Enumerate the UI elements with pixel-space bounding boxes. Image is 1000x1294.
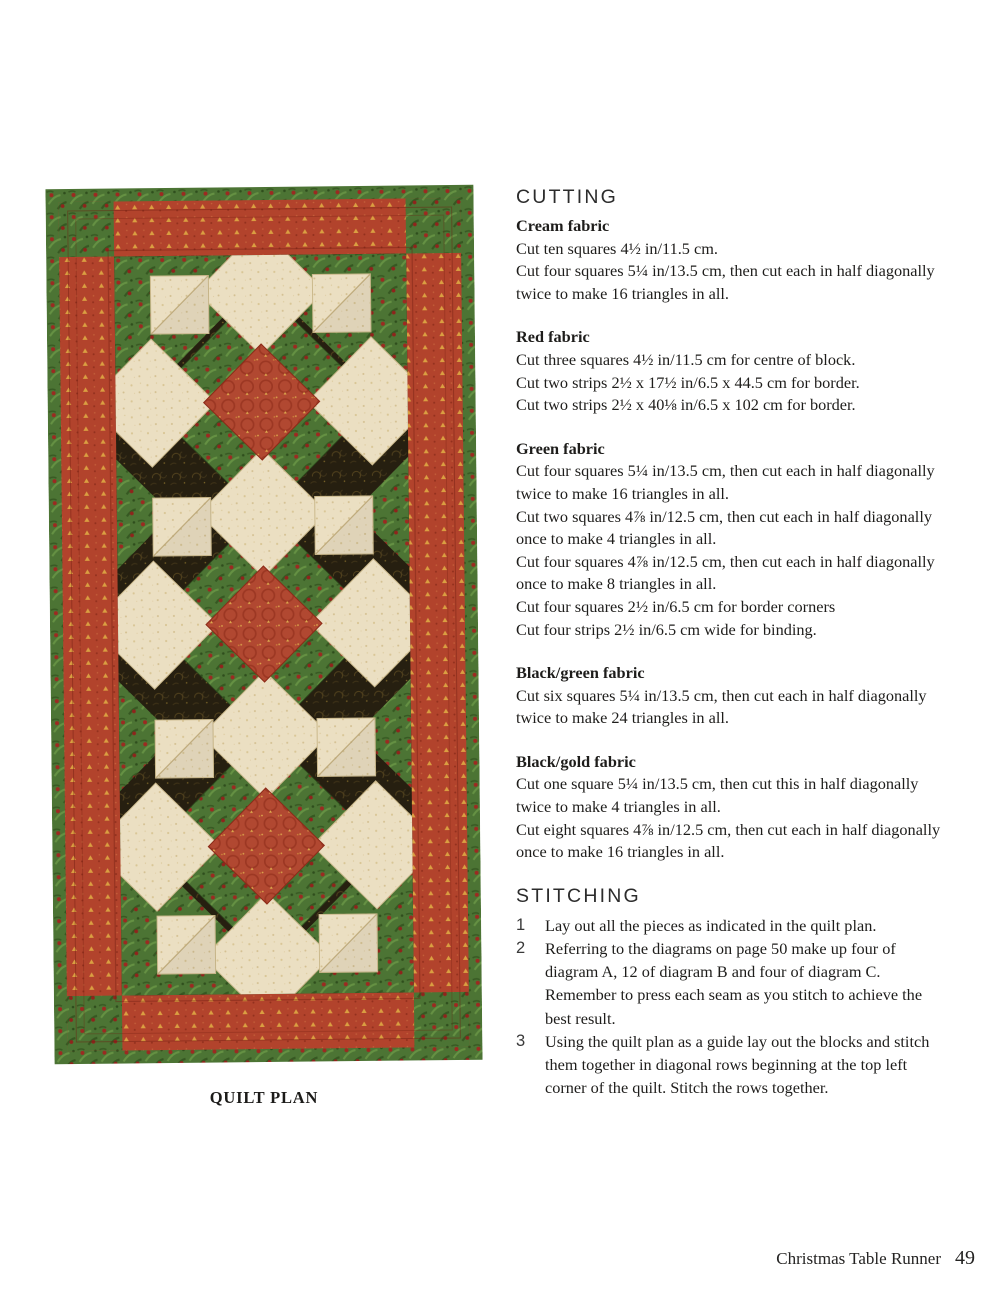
- cutting-line: Cut two squares 4⅞ in/12.5 cm, then cut each in half diagonally once to make 4 triangles in all.: [516, 506, 932, 549]
- page-footer: [776, 1247, 975, 1270]
- cutting-line: Cut six squares 5¼ in/13.5 cm, then cut each in half diagonally twice to make 24 triangles in all.: [516, 685, 927, 728]
- cutting-line: Cut four squares 4⅞ in/12.5 cm, then cut each in half diagonally once to make 8 triangles in all.: [516, 551, 935, 594]
- cutting-line: Cut ten squares 4½ in/11.5 cm.: [516, 238, 718, 258]
- stitching-heading: STITCHING: [516, 884, 641, 907]
- cutting-heading: CUTTING: [516, 186, 619, 208]
- page-number: 49: [955, 1247, 975, 1269]
- step-text: Referring to the diagrams on page 50 make up four of diagram A, 12 of diagram B and four of diagram C. Remember to press each seam as you stitch to achieve the best result.: [545, 939, 923, 1028]
- quilt-plan-caption: QUILT PLAN: [209, 1088, 319, 1107]
- cutting-line: Cut four strips 2½ in/6.5 cm wide for binding.: [516, 619, 817, 639]
- fabric-title: Red fabric: [516, 327, 590, 347]
- cutting-line: Cut four squares 5¼ in/13.5 cm, then cut each in half diagonally twice to make 16 triangles in all.: [516, 261, 935, 303]
- step-number: 2: [516, 939, 526, 958]
- quilt-blocks: [86, 225, 442, 1023]
- stitching-step: [516, 1030, 946, 1100]
- stitching-section: [516, 885, 946, 1100]
- instructions-column: [516, 186, 946, 1099]
- quilt-plan-photo: [45, 184, 482, 1065]
- cutting-line: Cut two strips 2½ x 17½ in/6.5 x 44.5 cm for border.: [516, 372, 860, 392]
- fabric-section-cream: [516, 215, 946, 305]
- stitching-step: [516, 914, 946, 937]
- quilt-photo-graphic: [45, 184, 482, 1065]
- cutting-line: Cut four squares 5¼ in/13.5 cm, then cut each in half diagonally twice to make 16 triangles in all.: [516, 461, 935, 503]
- step-text: Using the quilt plan as a guide lay out the blocks and stitch them together in diagonal rows beginning at the top left corner of the quilt. Stitch the rows together.: [545, 1031, 930, 1098]
- footer-chapter-title: Christmas Table Runner: [776, 1249, 941, 1268]
- fabric-section-green: [516, 438, 946, 641]
- step-number: 1: [516, 915, 526, 934]
- fabric-section-black-gold: [516, 751, 946, 864]
- fabric-title: Black/gold fabric: [516, 751, 636, 771]
- cutting-line: Cut four squares 2½ in/6.5 cm for border corners: [516, 596, 836, 616]
- fabric-section-red: [516, 326, 946, 416]
- cutting-line: Cut eight squares 4⅞ in/12.5 cm, then cut each in half diagonally once to make 16 triangles in all.: [516, 819, 941, 862]
- stitching-steps: [516, 914, 946, 1100]
- cutting-line: Cut one square 5¼ in/13.5 cm, then cut this in half diagonally twice to make 4 triangles in all.: [516, 774, 919, 817]
- cutting-line: Cut three squares 4½ in/11.5 cm for centre of block.: [516, 349, 856, 369]
- stitching-step: [516, 937, 946, 1030]
- cutting-line: Cut two strips 2½ x 40⅛ in/6.5 x 102 cm for border.: [516, 395, 856, 415]
- fabric-title: Green fabric: [516, 438, 605, 458]
- step-number: 3: [516, 1031, 526, 1050]
- fabric-title: Black/green fabric: [516, 663, 645, 683]
- fabric-section-black-green: [516, 662, 946, 730]
- fabric-title: Cream fabric: [516, 216, 610, 235]
- step-text: Lay out all the pieces as indicated in the quilt plan.: [545, 915, 877, 935]
